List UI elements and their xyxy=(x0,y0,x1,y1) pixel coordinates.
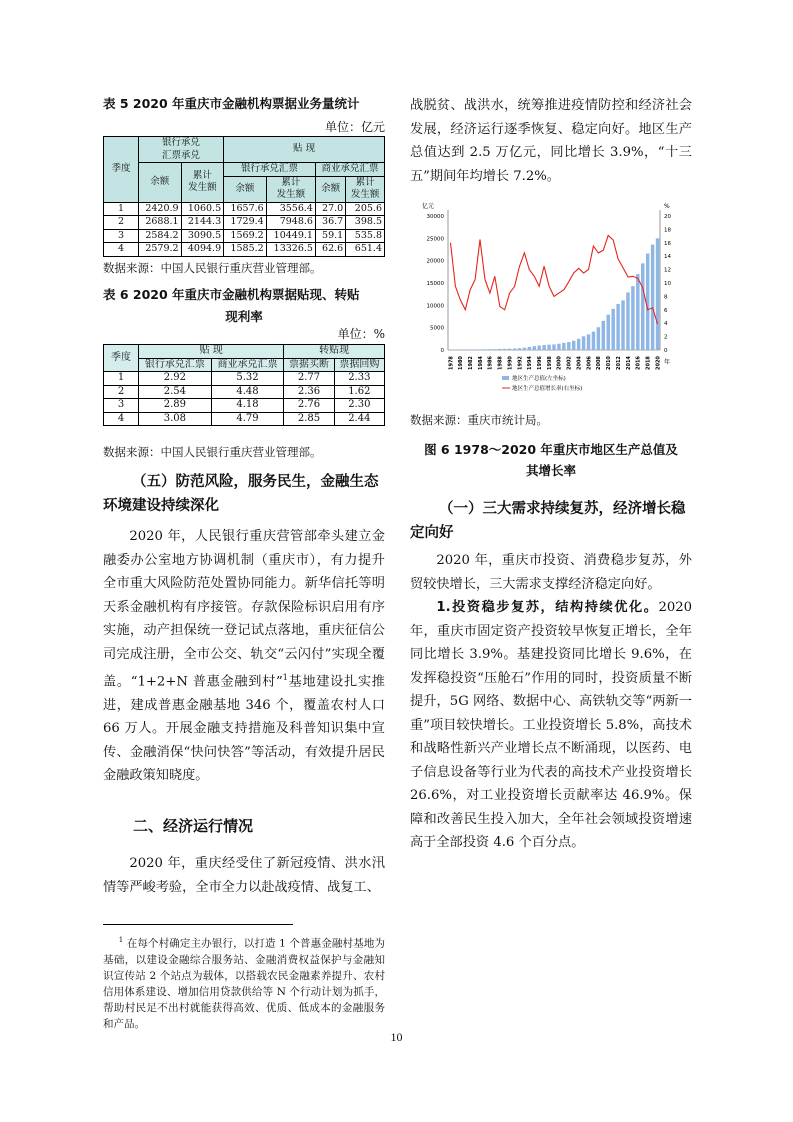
x-tick-label: 1998 xyxy=(546,356,553,370)
figure-caption-line2: 其增长率 xyxy=(525,463,576,478)
gdp-bar xyxy=(656,238,659,350)
x-tick-label: 2012 xyxy=(615,356,622,370)
x-tick-label: 2014 xyxy=(625,356,632,370)
x-tick-label: 2004 xyxy=(576,356,583,370)
y-left-tick-label: 15000 xyxy=(426,281,444,287)
table6-col-header: 票据回购 xyxy=(334,358,384,372)
table5-bank-accept-header: 银行承兑 汇票承兑 xyxy=(139,137,224,163)
x-tick-label: 1978 xyxy=(448,356,455,370)
table5 xyxy=(103,136,385,257)
y-right-tick-label: 6 xyxy=(664,307,668,314)
table-cell: 1 xyxy=(104,372,139,386)
x-tick-label: 1990 xyxy=(507,356,514,370)
gdp-bar xyxy=(636,274,639,350)
section5-body xyxy=(103,525,385,788)
table6-col-header: 银行承兑汇票 xyxy=(139,358,212,372)
table6-unit: 单位：% xyxy=(337,327,385,341)
gdp-bar xyxy=(552,344,555,350)
table-cell: 1 xyxy=(104,202,139,216)
y-right-tick-label: 2 xyxy=(664,334,668,341)
table-cell: 2688.1 xyxy=(139,216,182,230)
footnote-text: 在每个村确定主办银行，以打造 1 个普惠金融村基地为基础，以建设金融综合服务站、金融消费权益保护与金融知识宣传站 2 个站点为载体，以搭载农民金融素养提升、农村信用体系建设、增加信用贷款供给等 N 个行动计划为抓手，帮助村民足不出村就能获得高效、优质、低成本的金融服务和产品。 xyxy=(103,937,385,1030)
footnote-ref[interactable]: 1 xyxy=(282,673,288,682)
table6-discount-header: 贴 现 xyxy=(139,345,284,359)
y-right-tick-label: 4 xyxy=(664,321,668,328)
table-cell: 1657.6 xyxy=(224,202,267,216)
table-cell: 651.4 xyxy=(346,243,385,257)
table-cell: 2579.2 xyxy=(139,243,182,257)
gdp-bar xyxy=(641,263,644,350)
table-cell: 2.33 xyxy=(334,372,384,386)
table-cell: 2144.3 xyxy=(181,216,224,230)
part2-title: 二、经济运行情况 xyxy=(133,817,254,835)
table6-caption-line2: 现利率 xyxy=(225,309,263,324)
y-right-tick-label: 18 xyxy=(664,227,671,234)
table-cell: 2.85 xyxy=(284,412,334,426)
part2-body: 2020 年，重庆经受住了新冠疫情、洪水汛情等严峻考验，全市全力以赴战疫情、战复工、 xyxy=(103,856,385,895)
x-tick-label: 1994 xyxy=(527,356,534,370)
table5-caption: 表 5 2020 年重庆市金融机构票据业务量统计 xyxy=(103,96,360,111)
x-tick-label: 1980 xyxy=(458,356,465,370)
table5-cum-header: 累计 发生额 xyxy=(346,176,385,202)
table-cell: 1585.2 xyxy=(224,243,267,257)
table-row xyxy=(104,385,385,399)
section1-para2-lead: 1.投资稳步复苏，结构持续优化。 xyxy=(436,600,659,615)
table6-caption-line1: 表 6 2020 年重庆市金融机构票据贴现、转贴 xyxy=(103,287,360,302)
x-tick-label: 1986 xyxy=(487,356,494,370)
table-row xyxy=(104,372,385,386)
x-tick-label: 2002 xyxy=(566,356,573,370)
x-tick-label: 1996 xyxy=(537,356,543,370)
y-left-tick-label: 25000 xyxy=(426,236,444,243)
table6-rediscount-header: 转贴现 xyxy=(284,345,385,359)
y-right-tick-label: 20 xyxy=(664,214,671,220)
section1-para2 xyxy=(410,596,692,855)
gdp-bar xyxy=(537,346,540,350)
section5-body-a: 2020 年，人民银行重庆营管部牵头建立金融委办公室地方协调机制（重庆市），有力提升全市重大风险防范处置协同能力。新华信托等明天系金融机构有序接管。存款保险标识启用有序实施，动产担保统一登记试点落地，重庆征信公司完成注册，全市公交、轨交“云闪付”实现全覆盖。“1+2+N 普惠金融到村” xyxy=(103,529,385,690)
table-cell: 2.89 xyxy=(139,399,212,413)
gdp-bar xyxy=(533,346,536,350)
y-left-tick-label: 0 xyxy=(440,348,444,354)
gdp-bar xyxy=(621,300,624,350)
gdp-bar xyxy=(493,349,496,350)
y-left-tick-label: 5000 xyxy=(430,325,444,332)
gdp-bar xyxy=(646,254,649,350)
x-tick-label: 1988 xyxy=(497,356,504,370)
table6-col-header: 票据买断 xyxy=(284,358,334,372)
gdp-bar xyxy=(631,286,634,350)
table5-balance-header: 余额 xyxy=(139,163,182,203)
table-cell: 4.18 xyxy=(211,399,284,413)
x-tick-label: 2000 xyxy=(556,356,563,370)
gdp-bar xyxy=(547,345,550,350)
y-right-tick-label: 12 xyxy=(664,267,671,274)
x-tick-label: 1982 xyxy=(468,356,474,370)
gdp-bar xyxy=(528,347,531,350)
gdp-bar xyxy=(488,349,491,350)
table-cell: 1060.5 xyxy=(181,202,224,216)
y-right-tick-label: 10 xyxy=(664,281,671,287)
x-tick-label: 2010 xyxy=(606,356,612,370)
y-right-tick-label: 8 xyxy=(664,294,668,301)
table-cell: 535.8 xyxy=(346,229,385,243)
gdp-bar xyxy=(626,292,629,350)
figure-caption-line1: 图 6 1978～2020 年重庆市地区生产总值及 xyxy=(424,442,678,457)
table-cell: 2 xyxy=(104,216,139,230)
table-cell: 2.54 xyxy=(139,385,212,399)
table-cell: 3.08 xyxy=(139,412,212,426)
y-right-tick-label: 16 xyxy=(664,240,671,247)
x-tick-label: 2018 xyxy=(645,356,652,370)
y-left-tick-label: 10000 xyxy=(426,303,444,310)
page-number: 10 xyxy=(390,1030,403,1044)
table-cell: 1729.4 xyxy=(224,216,267,230)
footnote-mark: 1 xyxy=(118,936,124,944)
table6 xyxy=(103,344,385,426)
x-tick-label: 1984 xyxy=(477,356,484,370)
gdp-bar xyxy=(651,245,654,350)
table-cell: 2 xyxy=(104,385,139,399)
table-cell: 2.92 xyxy=(139,372,212,386)
section5-title: （五）防范风险，服务民生，金融生态环境建设持续深化 xyxy=(103,474,379,514)
table-row xyxy=(104,412,385,426)
table6-caption xyxy=(103,284,385,328)
y-right-tick-label: 0 xyxy=(664,348,668,354)
table-cell: 4.79 xyxy=(211,412,284,426)
table-cell: 2.77 xyxy=(284,372,334,386)
gdp-bar xyxy=(503,349,506,350)
gdp-chart xyxy=(410,198,692,408)
table-cell: 2.76 xyxy=(284,399,334,413)
gdp-bar xyxy=(483,349,486,350)
table5-bank-bill-header: 银行承兑汇票 xyxy=(224,163,316,177)
gdp-bar xyxy=(587,334,590,350)
table5-season-header: 季度 xyxy=(104,137,139,203)
gdp-bar xyxy=(508,349,511,350)
table5-cum-header: 累计 发生额 xyxy=(181,163,224,203)
intro-paragraph: 战脱贫、战洪水，统筹推进疫情防控和经济社会发展，经济运行逐季恢复、稳定向好。地区生产总值达到 2.5 万亿元，同比增长 3.9%，“十三五”期间年均增长 7.2%。 xyxy=(410,98,692,184)
table-row xyxy=(104,202,385,216)
gdp-bar xyxy=(616,304,619,350)
table-cell: 4 xyxy=(104,243,139,257)
footnote xyxy=(103,932,385,1032)
y-right-tick-label: 14 xyxy=(664,254,671,261)
y-left-tick-label: 20000 xyxy=(426,258,444,265)
table-cell: 398.5 xyxy=(346,216,385,230)
table5-unit: 单位：亿元 xyxy=(324,120,385,134)
x-tick-label: 2006 xyxy=(586,356,593,370)
section5-body-b: 基地建设扎实推进，建成普惠金融基地 346 个，覆盖农村人口 66 万人。开展金融支持措施及科普知识集中宣传、金融消保“快问快答”等活动，有效提升居民金融政策知晓度。 xyxy=(103,674,385,784)
y-left-unit-label: 亿元 xyxy=(422,203,435,210)
gdp-bar xyxy=(523,348,526,350)
table-cell: 205.6 xyxy=(346,202,385,216)
gdp-bar xyxy=(572,341,575,350)
legend-bar-label: 地区生产总值(左坐标) xyxy=(512,376,566,382)
section1-title: （一）三大需求持续复苏，经济增长稳定向好 xyxy=(410,501,686,541)
y-right-unit-label: % xyxy=(664,203,670,210)
table-cell: 2584.2 xyxy=(139,229,182,243)
gdp-bar xyxy=(607,315,610,350)
gdp-bar xyxy=(582,336,585,350)
table5-source: 数据来源：中国人民银行重庆营业管理部。 xyxy=(103,261,322,275)
table-cell: 4094.9 xyxy=(181,243,224,257)
table-cell: 2420.9 xyxy=(139,202,182,216)
table6-season-header: 季度 xyxy=(104,345,139,372)
table-row xyxy=(104,216,385,230)
table-cell: 1569.2 xyxy=(224,229,267,243)
table-cell: 2.36 xyxy=(284,385,334,399)
gdp-bar xyxy=(518,348,521,350)
legend-line-label: 地区生产总值增长率(右坐标) xyxy=(512,386,583,392)
section1-para1: 2020 年，重庆市投资、消费稳步复苏，外贸较快增长，三大需求支撑经济稳定向好。 xyxy=(410,553,692,592)
table-cell: 4 xyxy=(104,412,139,426)
chart-source: 数据来源：重庆市统计局。 xyxy=(410,413,548,427)
figure-caption xyxy=(410,439,692,481)
gdp-bar xyxy=(567,342,570,350)
x-tick-label: 1992 xyxy=(517,356,524,370)
gdp-bar xyxy=(557,344,560,350)
x-tick-label: 2016 xyxy=(635,356,642,370)
table-cell: 3556.4 xyxy=(266,202,315,216)
table-row xyxy=(104,229,385,243)
gdp-bar xyxy=(542,345,545,350)
section1-para2-rest: 2020 年，重庆市固定资产投资较早恢复正增长，全年同比增长 3.9%。基建投资同比增长 9.6%，在发挥稳投资“压舱石”作用的同时，投资质量不断提升，5G 网络、数据中心、高铁轨交等“两新一重”项目较快增长。工业投资增长 5.8%，高技术和战略性新兴产业增长点不断涌现，以医药、电子信息设备等行业为代表的高技术产业投资增长 26.6%，对工业投资增长贡献率达 46.9%。保障和改善民生投入加大，全年社会领域投资增速高于全部投资 4.6 个百分点。 xyxy=(410,600,692,850)
table-cell: 3 xyxy=(104,229,139,243)
table-cell: 10449.1 xyxy=(266,229,315,243)
table5-comm-bill-header: 商业承兑汇票 xyxy=(315,163,384,177)
gdp-bar xyxy=(602,321,605,350)
gdp-bar xyxy=(611,309,614,350)
legend-bar-swatch xyxy=(502,376,509,380)
x-unit-label: 年 xyxy=(664,359,671,366)
table-cell: 2.44 xyxy=(334,412,384,426)
table-cell: 7948.6 xyxy=(266,216,315,230)
table5-balance-header: 余额 xyxy=(315,176,345,202)
table-cell: 2.30 xyxy=(334,399,384,413)
table-cell: 1.62 xyxy=(334,385,384,399)
gdp-bar xyxy=(577,339,580,350)
table-row xyxy=(104,243,385,257)
gdp-bar xyxy=(513,348,516,350)
table-cell: 4.48 xyxy=(211,385,284,399)
gdp-bar xyxy=(592,332,595,350)
gdp-bar xyxy=(498,349,501,350)
table-cell: 3 xyxy=(104,399,139,413)
y-left-tick-label: 30000 xyxy=(426,214,444,220)
table-cell: 59.1 xyxy=(315,229,345,243)
table-cell: 36.7 xyxy=(315,216,345,230)
table-cell: 5.32 xyxy=(211,372,284,386)
table5-discount-header: 贴 现 xyxy=(224,137,385,163)
gdp-bar xyxy=(478,349,481,350)
table-cell: 3090.5 xyxy=(181,229,224,243)
x-tick-label: 2008 xyxy=(596,356,603,370)
table6-source: 数据来源：中国人民银行重庆营业管理部。 xyxy=(103,445,322,459)
x-tick-label: 2020 xyxy=(655,356,662,370)
table-cell: 27.0 xyxy=(315,202,345,216)
table5-balance-header: 余额 xyxy=(224,176,267,202)
table5-cum-header: 累计 发生额 xyxy=(266,176,315,202)
table-cell: 62.6 xyxy=(315,243,345,257)
table-row xyxy=(104,399,385,413)
gdp-bar xyxy=(562,343,565,350)
gdp-bar xyxy=(597,327,600,350)
table6-col-header: 商业承兑汇票 xyxy=(211,358,284,372)
footnote-divider xyxy=(103,924,293,925)
table-cell: 13326.5 xyxy=(266,243,315,257)
